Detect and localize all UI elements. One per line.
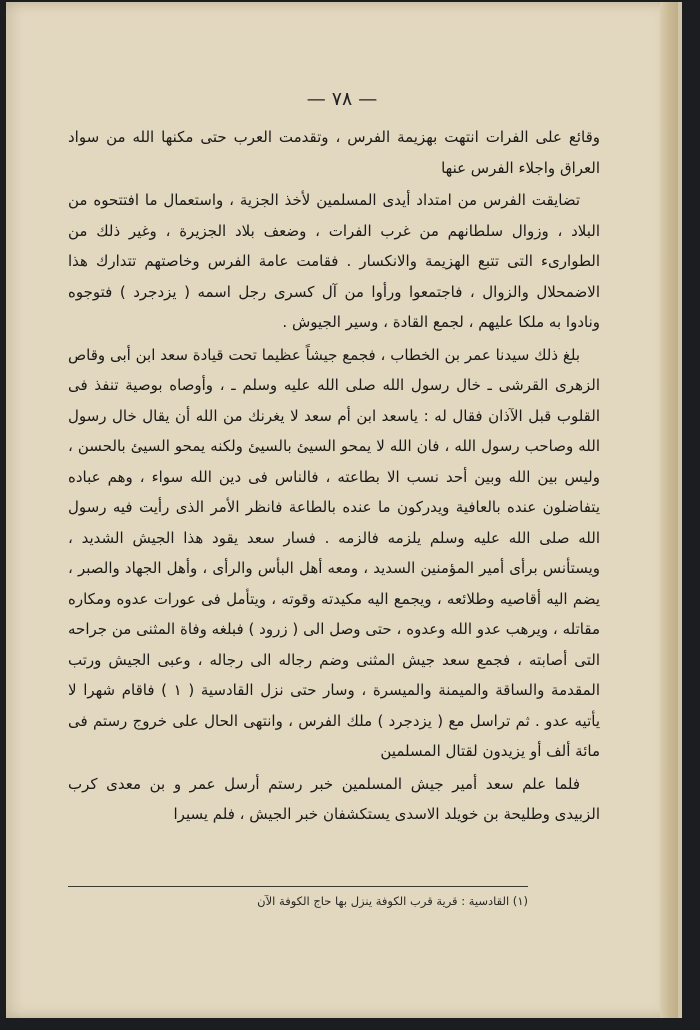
paper-sheet <box>6 2 682 1018</box>
paragraph-4: فلما علم سعد أمير جيش المسلمين خبر رستم أرسل عمر و بن معدى كرب الزبيدى وطليحة بن خويلد الاسدى يستكشفان خبر الجيش ، فلم يسيرا <box>68 774 600 823</box>
footnote-divider <box>68 886 528 887</box>
page-number: — ٧٨ — <box>306 88 378 110</box>
page-edge <box>660 2 678 1018</box>
footnote: (١) القادسية : قرية قرب الكوفة ينزل بها حاج الكوفة الآن <box>257 894 528 908</box>
paragraph-3: بلغ ذلك سيدنا عمر بن الخطاب ، فجمع جيشاً عظيما تحت قيادة سعد ابن أبى وقاص الزهرى القرشى ـ خال رسول الله صلى الله عليه وسلم ـ ، وأوصاه بوصية تنفذ فى القلوب قبل الآذان فقال له : ياسعد ابن أم سعد لا يغرنك من الله أن يقال خال رسول الله وصاحب رسول الله ، فان الله لا يمحو السيئ بالسيئ ولكنه يمحو السيئ بالحسن ، وليس بين الله وبين أحد نسب الا بطاعته ، فالناس فى دين الله سواء ، وهم عباده يتفاضلون عنده بالعافية ويدركون ما عنده بالطاعة فانظر الأمر الذى رأيت فيه رسول الله صلى الله عليه وسلم يلزمه فالزمه . فسار سعد يقود هذا الجيش الشديد ، ويستأنس برأى أمير المؤمنين السديد ، ومعه أهل البأس والرأى ، وأهل الجهاد والصبر ، يضم اليه أقاصيه وطلائعه ، ويجمع اليه مكيدته وقوته ، ويتأمل فى عورات عدوه ومكاره مقاتله ، ويرهب عدو الله وعدوه ، حتى وصل الى ( زرود ) فبلغه وفاة المثنى من جراحه التى أصابته ، فجمع سعد جيش المثنى وضم رجاله الى رجاله ، وعبى الجيش ورتب المقدمة والساقة والميمنة والميسرة ، وسار حتى نزل القادسية ( ١ ) فاقام شهرا لا يأتيه عدو . ثم تراسل مع ( يزدجرد ) ملك الفرس ، وانتهى الحال على خروج رستم فى مائة ألف أو يزيدون لقتال المسلمين <box>68 345 600 760</box>
paragraph-1: وقائع على الفرات انتهت بهزيمة الفرس ، وتقدمت العرب حتى مكنها الله من سواد العراق واجلاء الفرس عنها <box>68 128 600 177</box>
paragraph-2: تضايقت الفرس من امتداد أيدى المسلمين لأخذ الجزية ، واستعمال ما افتتحوه من البلاد ، وزوال سلطانهم من غرب الفرات ، وضعف بلاد الجزيرة ، وغير ذلك من الطوارىء التى تتبع الهزيمة والانكسار . فقامت عامة الفرس وخاصتهم تتدارك هذا الاضمحلال والزوال ، فاجتمعوا ورأوا من آل كسرى رجل اسمه ( يزدجرد ) فتوجوه ونادوا به ملكا عليهم ، لجمع القادة ، وسير الجيوش . <box>68 191 600 331</box>
main-text <box>68 122 600 832</box>
